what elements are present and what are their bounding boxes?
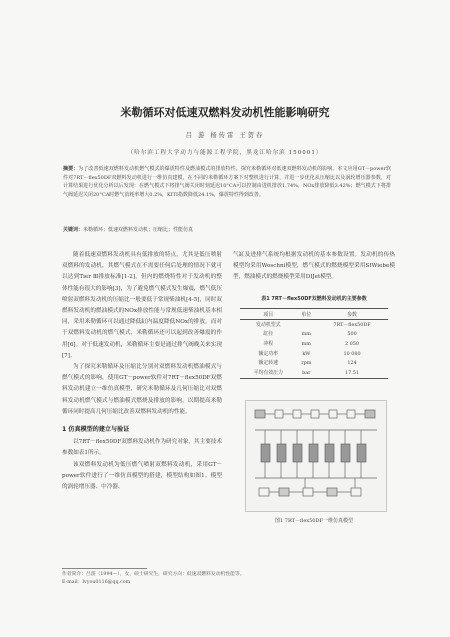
left-column (62, 250, 222, 493)
intro-paragraph-2: 为了探究米勒循环及压缩比分别对双燃料发动机燃油模式与燃气模式的影响，使用GT－power软件对7RT－flex50DF双燃料发动机建立一维仿真模型，研究米勒循环及几何压缩比对双燃料发动机燃气模式与燃油模式燃烧及排放的影响，以期提高米勒循环同时提高几何压缩比改善双燃料发动机的性能。 (62, 364, 222, 415)
section1-paragraph-2: 该双燃料发动机为低压燃气喷射双燃料发动机，采用GT－power软件进行了一维仿真模型的搭建，模型结构如图1。模型的涡轮增压器、中冷器、 (62, 461, 222, 491)
affiliation: （哈尔滨工程大学动力与能源工程学院，黑龙江哈尔滨 150001） (127, 150, 323, 156)
table-row (240, 339, 388, 349)
abstract-text: 为了改善低速双燃料发动机燃气模式的爆震特性及燃油模式的排放特性，探究米勒循环对低速双燃料发动机的影响。本文应用GT－power软件对7RT－flex50DF双燃料发动机进行一维仿真建模，在不同的米勒循环方案下对整机进行计算，并进一步优化从压缩比以及涡轮增压器参数，对计算结果进行优化分析以后发现：在燃气模式下将排气阀关闭时刻延迟10°CA可以控制由进机排放1.74%，NOx排放降低3.42%；燃气模式下将排气阀延迟关闭20°CA时燃气消耗率增大0.2%，KITI指数降低24.1%，爆震特性得到改善。 (63, 166, 391, 198)
abstract-label: 摘要： (63, 166, 79, 172)
author-list: 吕 游 杨传雷 王贺春 (185, 132, 265, 139)
table-cell: 2 050 (345, 340, 360, 347)
right-paragraph-1: 气缸及进排气系统均根据发动机的基本参数设置。发动机的传热模型均采用Woschni模型，燃气模式的燃烧模型采用SIWiebe模型，燃油模式的燃烧模型采用DIJet模型。 (233, 252, 395, 281)
table-cell: 124 (347, 360, 357, 367)
table-cell: mm (301, 340, 311, 347)
table-cell: 额定转速 (258, 360, 279, 367)
table-row (240, 368, 388, 378)
table-row (240, 330, 388, 340)
table-row (240, 349, 388, 359)
table-cell: kW (302, 350, 311, 357)
parameter-table (240, 308, 388, 379)
table-cell (297, 320, 316, 330)
table-cell: 7RT－flex50DF (333, 321, 371, 328)
table-cell: 平均有效压力 (240, 368, 297, 378)
table-cell: bar (297, 368, 316, 378)
right-column (233, 250, 395, 284)
table-caption: 表1 7RT－flex50DF双燃料发动机的主要参数 (261, 296, 367, 302)
keywords-label: 关键词： (63, 227, 84, 233)
table-cell: 10 080 (343, 350, 361, 357)
table-header-cell: 项目 (240, 309, 297, 320)
table-cell: 发动机型式 (256, 321, 281, 328)
table-cell: 17.51 (316, 368, 388, 378)
table-row (240, 358, 388, 368)
keywords (63, 226, 393, 233)
table-cell: 500 (347, 331, 357, 338)
table-cell: rpm (301, 360, 312, 367)
intro-paragraph-1: 随着低速双燃料发动机具有低排放的特点，尤其是低压喷射双燃料的发动机，其燃气模式在不需要任何后处理的情况下就可以达到Tier Ⅲ排放标准[1-2]。但内的燃烧特性对于发动机的整体性能有很大的影响[3]，为了避免燃气模式发生爆震，燃气低压喷射双燃料发动机的压缩比一般要低于常规柴油机[4-5]，同时双燃料发动机的燃油模式的NOx排放性能与常规低速柴油机基本相同，采用米勒循环可以通过降低缸内温度降低NOx的排放，而对于双燃料发动机的燃气模式，米勒循环还可以起到改善爆震的作用[6]。对于低速发动机，米勒循环主要是通过排气阀晚关来实现[7]。 (62, 252, 222, 359)
table-cell: 额定功率 (258, 350, 279, 357)
footnote (62, 571, 392, 587)
section1-paragraph-1: 以7RT－flex50DF双燃料发动机作为研究对象，其主要技术参数如表1所示。 (62, 439, 222, 457)
section-heading: 1 仿真模型的建立与验证 (62, 426, 130, 434)
abstract (63, 165, 391, 199)
paper-title: 米勒循环对低速双燃料发动机性能影响研究 (120, 106, 330, 119)
table-cell: 缸径 (263, 331, 274, 338)
table-header-cell: 参数 (316, 309, 388, 320)
figure-caption: 图1 7RT－flex50DF一维仿真模型 (275, 518, 353, 524)
table-cell: mm (301, 331, 311, 338)
table-header-row (240, 309, 388, 320)
footnote-divider (62, 568, 147, 569)
table-cell: 冲程 (263, 340, 274, 347)
keywords-text: 米勒循环；低速双燃料发动机；压缩比；性能仿真 (83, 227, 194, 233)
table-header-cell: 单位 (297, 309, 316, 320)
author-email: E-mail：lvyou0116@qq.com (62, 580, 131, 585)
table-row (240, 320, 388, 330)
simulation-model-diagram (245, 400, 387, 512)
author-bio: 作者简介：吕游（1994—），女，硕士研究生，研究方向：低速双燃料发动机性能等。 (62, 572, 245, 577)
